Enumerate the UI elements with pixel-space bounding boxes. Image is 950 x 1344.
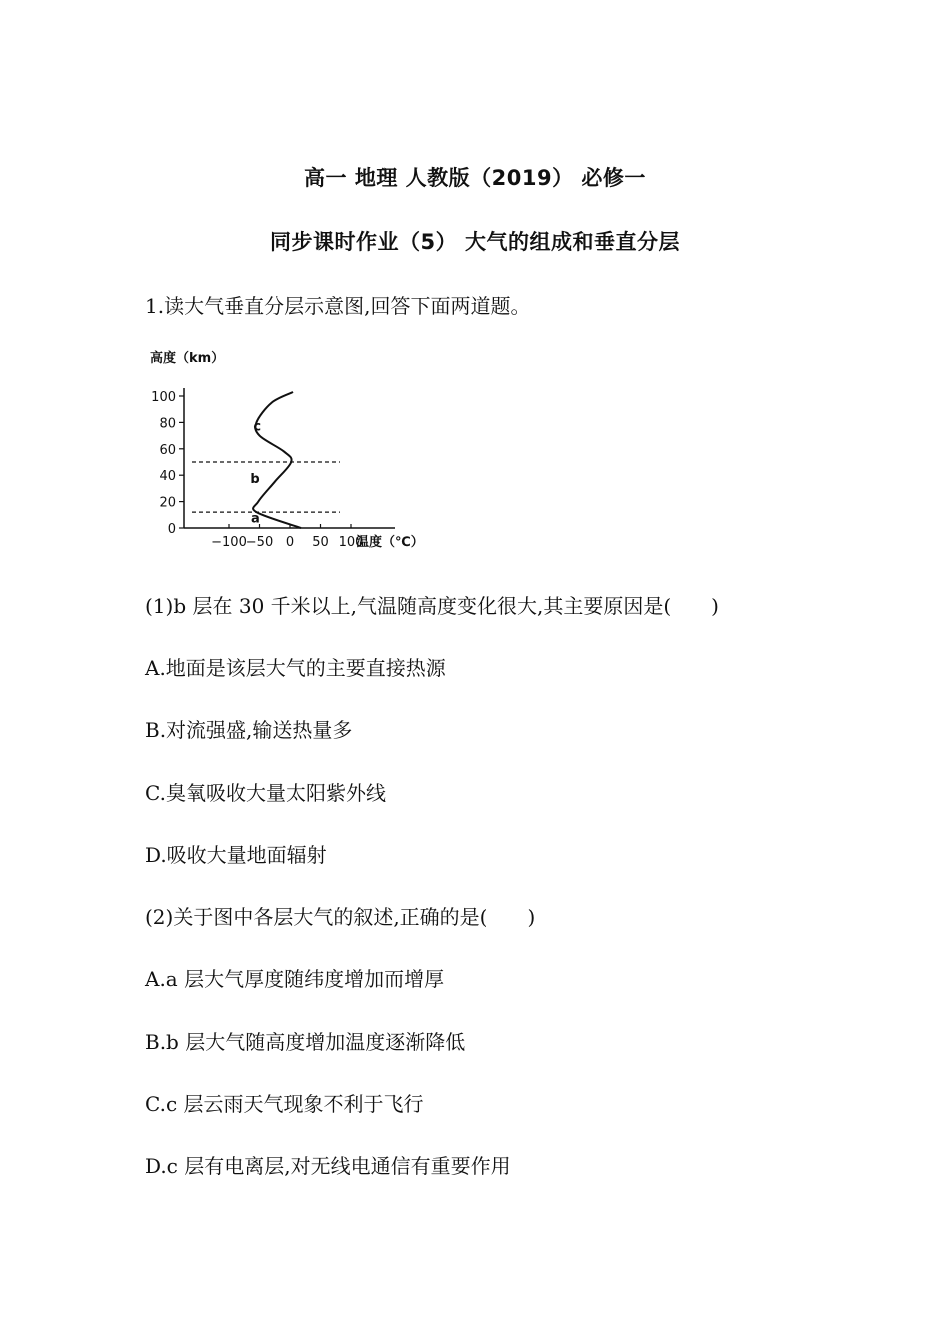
sub2-option-c: C.c 层云雨天气现象不利于飞行 xyxy=(145,1092,424,1116)
y-axis-label: 高度（km） xyxy=(150,351,225,366)
layer-label-c: c xyxy=(253,419,262,435)
y-tick-label: 100 xyxy=(151,390,176,405)
doc-subtitle: 同步课时作业（5） 大气的组成和垂直分层 xyxy=(270,230,680,254)
x-tick-label: −50 xyxy=(245,535,274,550)
layer-label-b: b xyxy=(250,472,260,488)
y-tick-label: 20 xyxy=(159,495,176,511)
sub1-option-d: D.吸收大量地面辐射 xyxy=(145,843,327,867)
question-1-intro: 1.读大气垂直分层示意图,回答下面两道题。 xyxy=(145,294,531,318)
y-tick-label: 60 xyxy=(159,442,176,458)
sub1-option-c: C.臭氧吸收大量太阳紫外线 xyxy=(145,781,386,805)
y-tick-label: 0 xyxy=(167,522,176,537)
sub2-option-b: B.b 层大气随高度增加温度逐渐降低 xyxy=(145,1030,466,1054)
sub2-stem: (2)关于图中各层大气的叙述,正确的是( ) xyxy=(145,905,536,929)
sub1-option-b: B.对流强盛,输送热量多 xyxy=(145,718,353,742)
x-tick-label: 50 xyxy=(312,535,329,550)
x-tick-label: −100 xyxy=(211,535,247,550)
doc-title: 高一 地理 人教版（2019） 必修一 xyxy=(304,166,646,190)
sub1-option-a: A.地面是该层大气的主要直接热源 xyxy=(145,656,446,680)
sub2-option-d: D.c 层有电离层,对无线电通信有重要作用 xyxy=(145,1154,511,1178)
x-tick-label: 0 xyxy=(285,535,295,550)
temperature-curve xyxy=(250,392,301,528)
x-tick-label: 100 xyxy=(338,535,364,550)
layer-label-a: a xyxy=(250,511,260,527)
y-tick-label: 80 xyxy=(159,416,176,432)
y-tick-label: 40 xyxy=(159,469,176,485)
x-axis-label: 温度（℃） xyxy=(356,535,424,550)
sub2-option-a: A.a 层大气厚度随纬度增加而增厚 xyxy=(145,967,445,991)
sub1-stem: (1)b 层在 30 千米以上,气温随高度变化很大,其主要原因是( ) xyxy=(145,594,719,618)
atmosphere-chart xyxy=(140,340,450,555)
